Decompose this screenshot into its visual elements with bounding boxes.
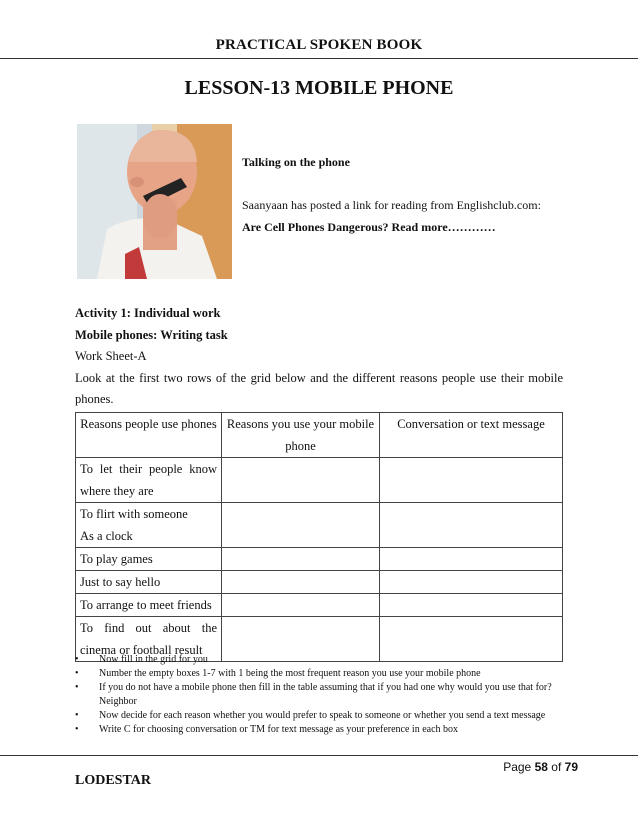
photo-illustration	[77, 124, 232, 279]
man-on-phone-photo	[77, 124, 232, 279]
your-reason-cell[interactable]	[222, 594, 380, 617]
reason-cell	[76, 503, 222, 548]
mode-cell[interactable]	[380, 594, 563, 617]
instructions-list	[75, 653, 565, 737]
header-divider	[0, 58, 638, 59]
reason-line: As a clock	[80, 529, 133, 543]
list-item-text: Number the empty boxes 1-7 with 1 being the most frequent reason you use your mobile phone	[99, 668, 481, 679]
table-header-row	[76, 413, 563, 458]
activity-subheading: Mobile phones: Writing task	[75, 328, 228, 342]
reasons-table	[75, 412, 563, 662]
table-row	[76, 548, 563, 571]
running-header: PRACTICAL SPOKEN BOOK	[215, 37, 423, 53]
worksheet-label: Work Sheet-A	[75, 349, 147, 363]
list-item	[75, 709, 565, 723]
list-item-text: Now decide for each reason whether you would prefer to speak to someone or whether you send a text message	[99, 710, 546, 721]
list-item-text: If you do not have a mobile phone then fill in the table assuming that if you had one why would you use that for? Neighbor	[99, 682, 552, 707]
page-word: Page	[503, 760, 532, 774]
bullet-icon: •	[75, 710, 79, 721]
your-reason-cell[interactable]	[222, 503, 380, 548]
column-header: Conversation or text message	[380, 413, 563, 458]
mode-cell[interactable]	[380, 571, 563, 594]
mode-cell[interactable]	[380, 503, 563, 548]
table-row	[76, 503, 563, 548]
list-item-text: Write C for choosing conversation or TM for text message as your preference in each box	[99, 724, 459, 735]
reason-cell: To play games	[76, 548, 222, 571]
your-reason-cell[interactable]	[222, 458, 380, 503]
activity-heading: Activity 1: Individual work	[75, 306, 221, 320]
lesson-title: LESSON-13 MOBILE PHONE	[184, 77, 454, 99]
list-item	[75, 723, 565, 737]
bullet-icon: •	[75, 654, 79, 665]
footer-divider	[0, 755, 638, 756]
reason-line: To flirt with someone	[80, 507, 188, 521]
bullet-icon: •	[75, 682, 79, 693]
page-current: 58	[534, 760, 548, 774]
list-item	[75, 667, 565, 681]
bullet-icon: •	[75, 668, 79, 679]
bullet-icon: •	[75, 724, 79, 735]
list-item	[75, 681, 565, 709]
table-row	[76, 571, 563, 594]
mode-cell[interactable]	[380, 458, 563, 503]
list-item-text: Now fill in the grid for you	[99, 654, 208, 665]
reason-cell: To find out about the cinema or football result	[76, 617, 222, 662]
page-number	[503, 760, 578, 774]
article-link[interactable]: Are Cell Phones Dangerous? Read more…………	[242, 220, 496, 234]
list-item	[75, 653, 565, 667]
reason-cell: To arrange to meet friends	[76, 594, 222, 617]
topic-heading: Talking on the phone	[242, 155, 350, 169]
your-reason-cell[interactable]	[222, 548, 380, 571]
table-row	[76, 458, 563, 503]
column-header: Reasons people use phones	[76, 413, 222, 458]
mode-cell[interactable]	[380, 548, 563, 571]
reason-cell: Just to say hello	[76, 571, 222, 594]
activity-instruction: Look at the first two rows of the grid below and the different reasons people use their mobile phones.	[75, 371, 563, 406]
table-row	[76, 594, 563, 617]
footer-brand: LODESTAR	[75, 773, 151, 788]
page-of: of	[551, 760, 562, 774]
reason-cell: To let their people know where they are	[76, 458, 222, 503]
your-reason-cell[interactable]	[222, 571, 380, 594]
column-header: Reasons you use your mobile phone	[222, 413, 380, 458]
page-total: 79	[564, 760, 578, 774]
post-text: Saanyaan has posted a link for reading from Englishclub.com:	[242, 198, 541, 212]
